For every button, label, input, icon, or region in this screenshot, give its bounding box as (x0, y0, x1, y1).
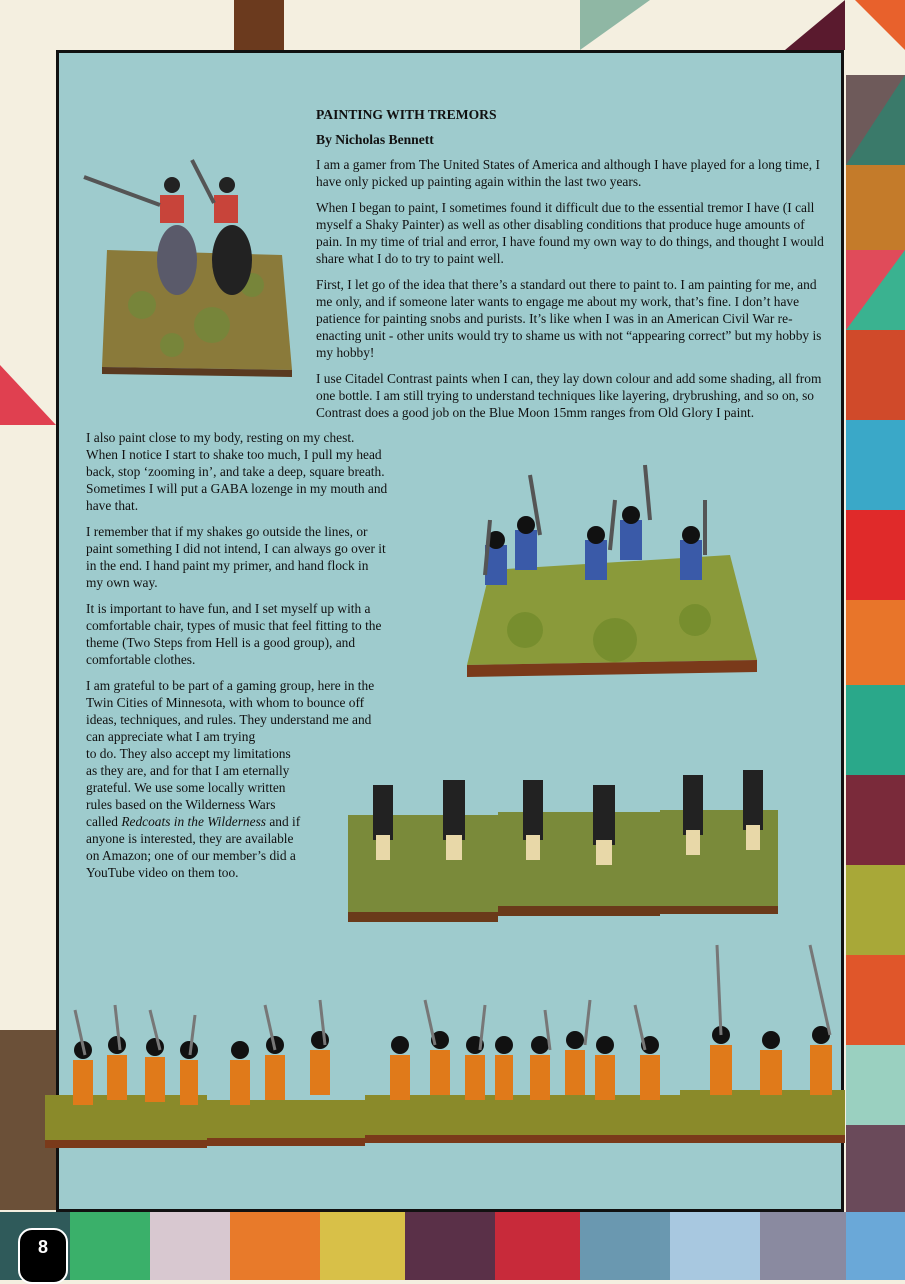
article-left-column (86, 429, 388, 881)
paragraph: When I began to paint, I sometimes found it difficult due to the essential tremor I have (I call myself a Shaky Painter) as well as other disabling conditions that produce huge amounts of pain. In my time of trial and error, I have found my own way to do things, and thought I would share what I do to try to paint well. (316, 200, 824, 266)
rules-title: Redcoats in the Wilderness (121, 814, 266, 829)
officers-photo (82, 155, 297, 380)
blue-infantry-photo (465, 460, 760, 678)
paragraph: First, I let go of the idea that there’s a standard out there to paint to. I am painting for me, and me only, and if someone later wants to engage me about my work, that’s fine. I don’t have patience for painting snobs and purists. It’s like when I was in an American Civil War re-enacting unit - other units would try to shame us with not “appearing correct” but my hobby is my hobby! (316, 277, 822, 360)
article-byline: By Nicholas Bennett (316, 132, 434, 147)
rangers-photo (348, 740, 778, 925)
article-title: PAINTING WITH TREMORS (316, 107, 497, 122)
paragraph-text: to do. They also accept my limitations as they are, and for that I am eternally grateful. We use some locally written rules based on the Wilderness Wars called (86, 746, 291, 829)
paragraph-continuation (86, 745, 301, 881)
article-top-column (316, 106, 828, 430)
paragraph-text: and if anyone is interested, they are available on Amazon; one of our member’s did a YouTube video on them too. (86, 814, 301, 880)
redcoats-photo (45, 935, 845, 1155)
paragraph: I am grateful to be part of a gaming group, here in the Twin Cities of Minnesota, with whom to bounce off ideas, techniques, and rules. They understand me and can appreciate what I am trying (86, 678, 375, 744)
paragraph: It is important to have fun, and I set myself up with a comfortable chair, types of music that feel fitting to the theme (Two Steps from Hell is a good group), and comfortable clothes. (86, 601, 382, 667)
paragraph: I also paint close to my body, resting on my chest. When I notice I start to shake too much, I pull my head back, stop ‘zooming in’, and take a deep, square breath. Sometimes I will put a GABA lozenge in my mouth and have that. (86, 430, 388, 513)
paragraph: I am a gamer from The United States of America and although I have played for a long time, I have only picked up painting again within the last two years. (316, 157, 820, 189)
paragraph: I use Citadel Contrast paints when I can, they lay down colour and add some shading, all from one bottle. I am still trying to understand techniques like layering, drybrushing, and so on, so Contrast does a good job on the Blue Moon 15mm ranges from Old Glory I paint. (316, 371, 822, 420)
page-number: 8 (18, 1228, 68, 1284)
paragraph: I remember that if my shakes go outside the lines, or paint something I did not intend, I can always go over it in the end. I hand paint my primer, and hand flock in my own way. (86, 524, 386, 590)
